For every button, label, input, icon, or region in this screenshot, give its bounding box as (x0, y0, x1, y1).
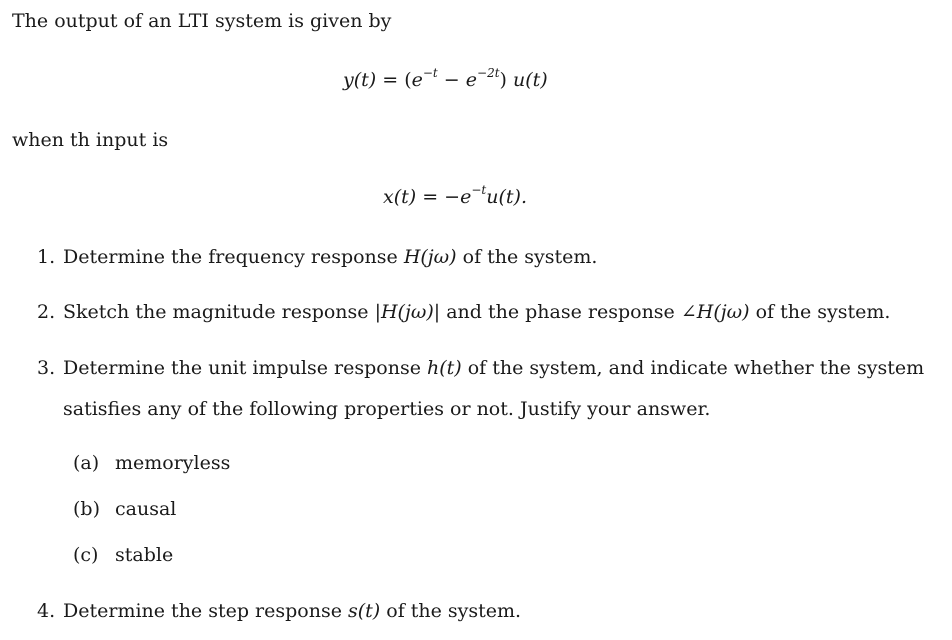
output-equation-paren-close: ) (499, 69, 507, 91)
output-equation-paren-open: ( (404, 69, 412, 91)
input-equation-tail: u(t). (486, 186, 527, 208)
question-number: 1. (37, 246, 56, 268)
question-text-end: of the system. (380, 600, 522, 622)
question-text: Determine the frequency response (63, 246, 404, 268)
sub-item-stable (73, 543, 173, 567)
input-equation-lhs: x(t) = − (383, 186, 461, 208)
sub-item-text: memoryless (115, 452, 231, 474)
question-text: Sketch the magnitude response (63, 301, 375, 323)
question-math-magnitude: |H(jω)| (374, 301, 441, 323)
input-equation (383, 185, 527, 209)
question-number: 3. (37, 357, 56, 379)
output-equation-e2-exponent: −2t (477, 66, 500, 80)
input-equation-e-exponent: −t (471, 183, 487, 197)
output-equation-e1-exponent: −t (422, 66, 438, 80)
question-text-end: of the system. (456, 246, 598, 268)
sub-item-text: causal (115, 498, 177, 520)
intro-text: The output of an LTI system is given by (12, 10, 392, 32)
question-text: Determine the step response (63, 600, 348, 622)
question-4 (37, 599, 521, 623)
output-equation-e1: e (411, 69, 423, 91)
question-2 (37, 300, 890, 324)
output-equation (343, 68, 548, 92)
question-3-continuation: satisfies any of the following properties or not. Justify your answer. (63, 398, 711, 420)
output-equation-lhs: y(t) = (343, 69, 405, 91)
question-3 (37, 356, 924, 380)
question-text-mid: and the phase response (440, 301, 681, 323)
sub-item-label: (a) (73, 452, 100, 474)
question-math: s(t) (348, 600, 381, 622)
question-math: H(jω) (403, 246, 457, 268)
question-text: Determine the unit impulse response (63, 357, 427, 379)
sub-item-label: (b) (73, 498, 100, 520)
output-equation-e2: e (465, 69, 478, 91)
output-equation-tail: u(t) (506, 69, 548, 91)
when-input-text: when th input is (12, 129, 169, 151)
question-math-phase: ∠H(jω) (680, 301, 750, 323)
output-equation-minus: − (437, 69, 466, 91)
question-number: 4. (37, 600, 56, 622)
sub-item-causal (73, 497, 176, 521)
sub-item-label: (c) (73, 544, 99, 566)
question-1 (37, 245, 597, 269)
question-number: 2. (37, 301, 56, 323)
sub-item-memoryless (73, 451, 230, 475)
sub-item-text: stable (115, 544, 174, 566)
question-math: h(t) (427, 357, 462, 379)
input-equation-e: e (460, 186, 472, 208)
question-text-end: of the system. (749, 301, 891, 323)
question-text-end: of the system, and indicate whether the system (461, 357, 925, 379)
